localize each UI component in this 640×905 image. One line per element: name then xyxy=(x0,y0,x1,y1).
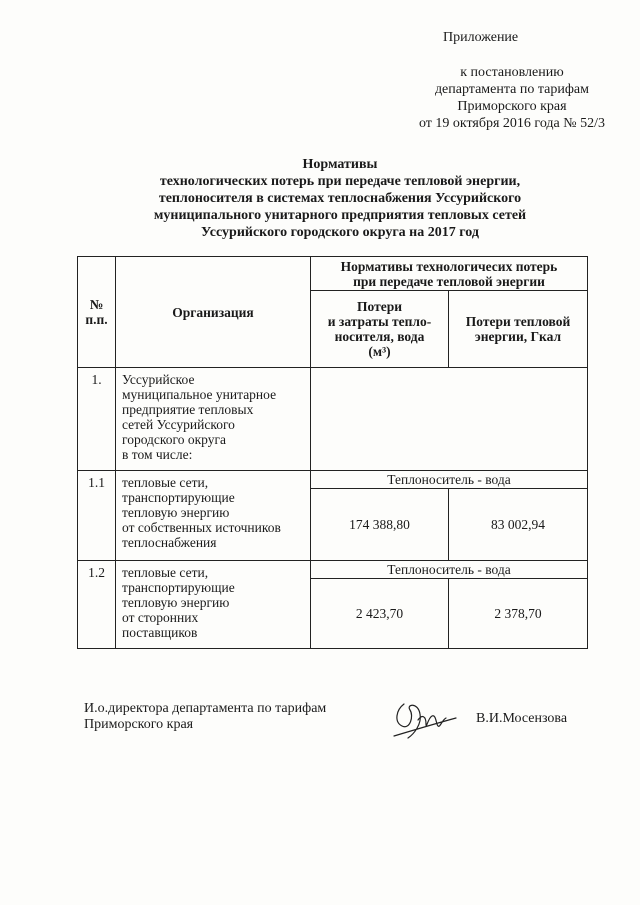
energy-loss-value: 2 378,70 xyxy=(449,579,588,649)
table-row xyxy=(78,561,588,579)
row-organization-text: тепловые сети, транспортирующие тепловую энергию от собственных источников теплоснабжения xyxy=(122,475,281,550)
row-number: 1.2 xyxy=(78,561,116,649)
header-energy-text: Потери тепловой энергии, Гкал xyxy=(465,314,571,344)
row-organization-text: тепловые сети, транспортирующие тепловую энергию от сторонних поставщиков xyxy=(122,565,235,640)
header-number xyxy=(78,257,116,368)
title-line: Уссурийского городского округа на 2017 год xyxy=(201,225,479,240)
title-line: технологических потерь при передаче тепловой энергии, xyxy=(159,174,521,189)
row-empty-values xyxy=(311,368,588,471)
decree-reference xyxy=(419,64,605,132)
title-line: Нормативы xyxy=(302,157,378,172)
header-group xyxy=(311,257,588,291)
header-organization-text: Организация xyxy=(172,304,254,320)
header-group-text: Нормативы технологичесих потерь при передаче тепловой энергии xyxy=(340,258,558,289)
row-number: 1. xyxy=(78,368,116,471)
header-water-text: Потери и затраты тепло- носителя, вода xyxy=(327,299,432,344)
row-organization-text: Уссурийское муниципальное унитарное предприятие тепловых сетей Уссурийского городского округа в том числе: xyxy=(122,372,277,462)
annex-label: Приложение xyxy=(443,30,519,45)
signatory-position-text: И.о.директора департамента по тарифам Приморского края xyxy=(84,701,327,732)
header-water-unit: (м³) xyxy=(368,344,391,359)
header-energy-loss xyxy=(449,291,588,368)
decree-line: Приморского края xyxy=(457,99,567,114)
norms-table xyxy=(77,256,588,649)
row-organization xyxy=(116,368,311,471)
row-medium: Теплоноситель - вода xyxy=(311,471,588,489)
water-loss-value: 2 423,70 xyxy=(311,579,449,649)
decree-line: от 19 октября 2016 года № 52/3 xyxy=(418,116,605,131)
row-number: 1.1 xyxy=(78,471,116,561)
signatory-name: В.И.Мосензова xyxy=(476,711,568,726)
document-title xyxy=(80,156,600,241)
row-organization xyxy=(116,561,311,649)
header-number-text: № п.п. xyxy=(85,297,108,327)
decree-line: департамента по тарифам xyxy=(434,82,589,97)
title-line: муниципального унитарного предприятия тепловых сетей xyxy=(153,208,527,223)
row-organization xyxy=(116,471,311,561)
header-organization xyxy=(116,257,311,368)
signatory-position xyxy=(84,701,326,733)
row-medium: Теплоноситель - вода xyxy=(311,561,588,579)
title-line: теплоносителя в системах теплоснабжения Уссурийского xyxy=(158,191,522,206)
table-row xyxy=(78,368,588,471)
energy-loss-value: 83 002,94 xyxy=(449,489,588,561)
handwritten-signature xyxy=(384,694,464,744)
header-water-loss xyxy=(311,291,449,368)
table-row xyxy=(78,471,588,489)
decree-line: к постановлению xyxy=(460,65,564,80)
water-loss-value: 174 388,80 xyxy=(311,489,449,561)
